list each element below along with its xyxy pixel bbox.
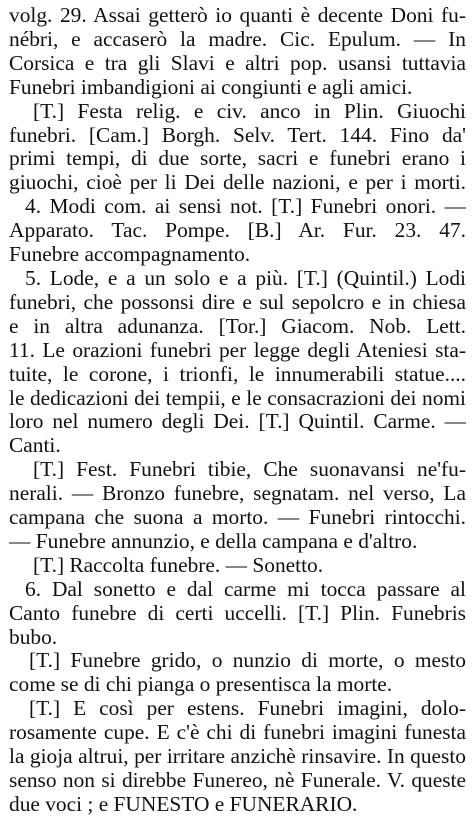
text-line-26: Canto funebre di certi uccelli. [T.] Plin. Funebris xyxy=(9,601,466,625)
text-line-4: Funebri imbandigioni ai congiunti e agli amici. xyxy=(9,75,413,99)
text-line-31: rosamente cupe. E c'è chi di funebri imagini funesta xyxy=(9,721,466,745)
text-line-16: tuite, le corone, i trionfi, le innumerabili statue.... xyxy=(9,362,466,386)
text-line-9: 4. Modi com. ai sensi not. [T.] Funebri onori. — xyxy=(25,195,466,219)
text-line-24: [T.] Raccolta funebre. — Sonetto. xyxy=(33,553,324,577)
text-line-30: [T.] E così per estens. Funebri imagini, dolo- xyxy=(29,697,466,721)
text-line-5: [T.] Festa relig. e civ. anco in Plin. Giuochi xyxy=(33,99,466,123)
text-line-7: primi tempi, di due sorte, sacri e funebri erano i xyxy=(9,147,466,171)
text-line-6: funebri. [Cam.] Borgh. Selv. Tert. 144. Fino da' xyxy=(9,123,466,147)
text-line-23: — Funebre annunzio, e della campana e d'altro. xyxy=(9,529,418,553)
text-line-8: giuochi, cioè per li Dei delle nazioni, e per i morti. xyxy=(9,171,466,195)
text-line-20: [T.] Fest. Funebri tibie, Che suonavansi ne'fu- xyxy=(33,458,466,482)
text-line-32: la gioja altrui, per irritare anzichè rinsavire. In questo xyxy=(9,745,466,769)
text-line-27: bubo. xyxy=(9,625,58,649)
text-line-13: funebri, che possonsi dire e sul sepolcro e in chiesa xyxy=(9,290,466,314)
text-line-11: Funebre accompagnamento. xyxy=(9,243,251,267)
text-line-25: 6. Dal sonetto e dal carme mi tocca passare al xyxy=(25,577,466,601)
text-line-33: senso non si direbbe Funereo, nè Funerale. V. queste xyxy=(9,769,466,792)
text-line-18: loro nel numero degli Dei. [T.] Quintil. Carme. — xyxy=(9,410,466,434)
text-line-21: nerali. — Bronzo funebre, segnatam. nel verso, La xyxy=(9,482,466,506)
text-line-15: 11. Le orazioni funebri per legge degli Ateniesi sta- xyxy=(9,338,466,362)
text-line-14: e in altra adunanza. [Tor.] Giacom. Nob. Lett. xyxy=(9,314,466,338)
text-line-34: due voci ; e FUNESTO e FUNERARIO. xyxy=(9,792,358,816)
text-line-1: volg. 29. Assai getterò io quanti è decente Doni fu- xyxy=(9,4,466,27)
text-line-19: Canti. xyxy=(9,434,61,458)
text-line-2: nébri, e accaserò la madre. Cic. Epulum. — In xyxy=(9,27,466,51)
text-line-10: Apparato. Tac. Pompe. [B.] Ar. Fur. 23. 47. xyxy=(9,219,466,243)
text-line-28: [T.] Funebre grido, o nunzio di morte, o mesto xyxy=(29,649,466,673)
text-line-3: Corsica e tra gli Slavi e altri pop. usansi tuttavia xyxy=(9,51,466,75)
text-line-17: le dedicazioni dei tempii, e le consacrazioni dei nomi xyxy=(9,386,466,410)
text-line-29: come se di chi pianga o presentisca la morte. xyxy=(9,673,393,697)
text-line-22: campana che suona a morto. — Funebri rintocchi. xyxy=(9,506,466,530)
text-line-12: 5. Lode, e a un solo e a più. [T.] (Quintil.) Lodi xyxy=(25,266,466,290)
